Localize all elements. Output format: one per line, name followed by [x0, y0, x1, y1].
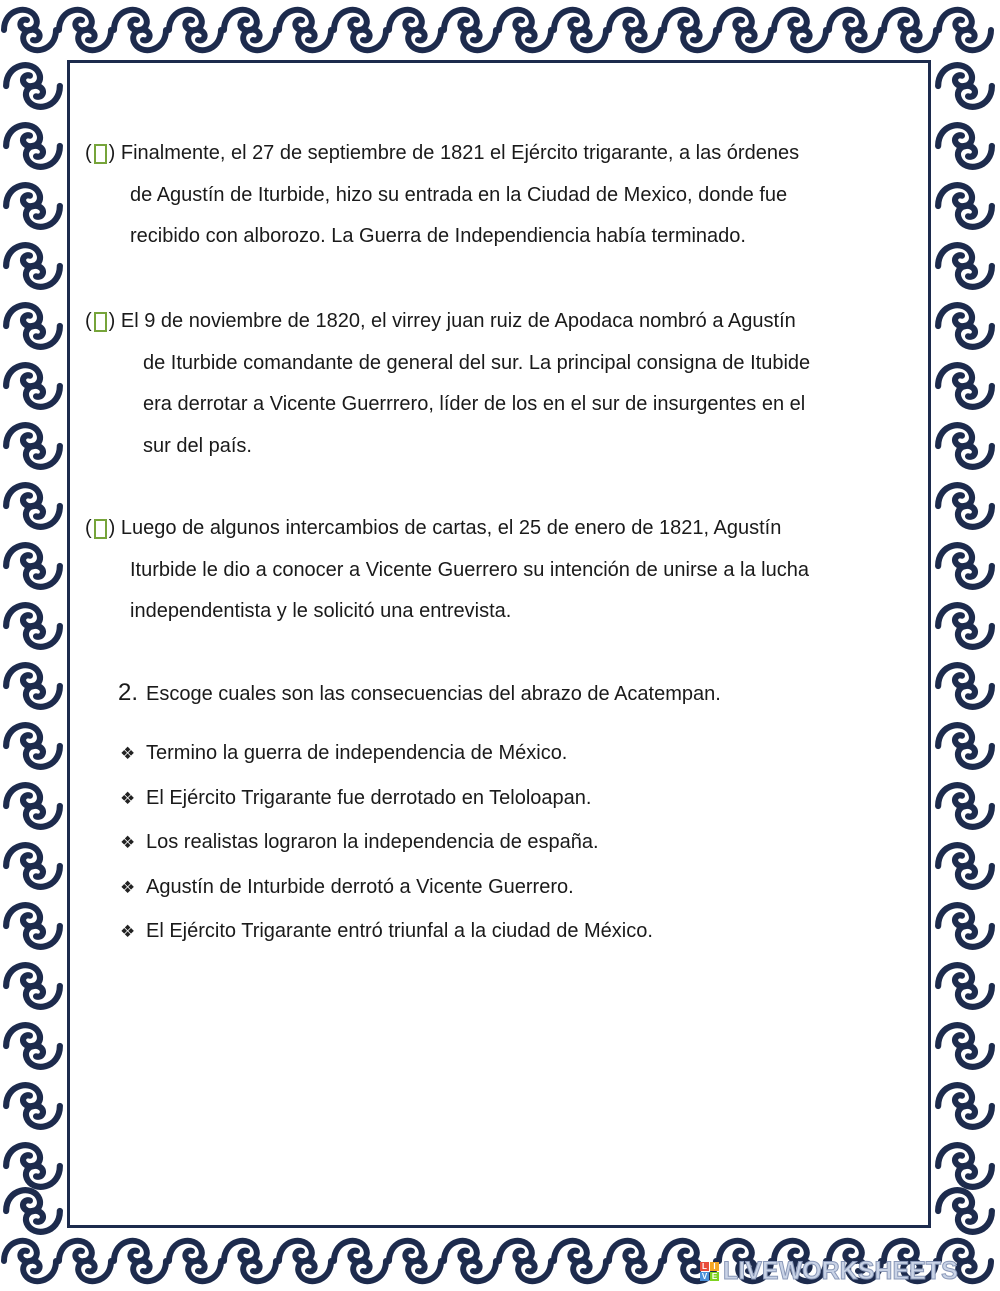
ordering-item-3-line-1: Luego de algunos intercambios de cartas, el 25 de enero de 1821, Agustín	[120, 517, 782, 539]
ordering-item-1-line-3: recibido con alborozo. La Guerra de Independiencia había terminado.	[130, 225, 746, 247]
ordering-item-2: ( ) El 9 de noviembre de 1820, el virrey juan ruiz de Apodaca nombró a Agustín de Iturbide comandante de general del sur. La principal consigna de Itubide era derrotar a Vicente Guerrrero, líder de los en el sur de insurgentes en el sur del país.	[85, 301, 810, 467]
diamond-bullet-icon: ❖	[120, 744, 136, 763]
diamond-bullet-icon: ❖	[120, 833, 136, 852]
answer-option-1[interactable]	[120, 735, 653, 780]
question-text: Escoge cuales son las consecuencias del abrazo de Acatempan.	[146, 683, 721, 705]
answer-option-3-text: Los realistas lograron la independencia de españa.	[146, 831, 599, 853]
answer-options-list	[120, 735, 653, 958]
ordering-item-2-line-3: era derrotar a Vicente Guerrrero, líder de los en el sur de insurgentes en el	[143, 393, 806, 415]
ordering-item-3-line-2: Iturbide le dio a conocer a Vicente Guerrero su intención de unirse a la lucha	[130, 558, 809, 581]
diamond-bullet-icon: ❖	[120, 922, 136, 941]
answer-option-2[interactable]	[120, 780, 653, 825]
ordering-item-1-line-2: de Agustín de Iturbide, hizo su entrada en la Ciudad de Mexico, donde fue	[130, 183, 788, 206]
answer-option-3[interactable]	[120, 824, 653, 869]
answer-option-1-text: Termino la guerra de independencia de México.	[146, 742, 568, 764]
diamond-bullet-icon: ❖	[120, 877, 136, 897]
question-number: 2.	[118, 679, 139, 706]
answer-option-5[interactable]	[120, 913, 653, 958]
ordering-item-3-line-3: independentista y le solicitó una entrevista.	[130, 600, 512, 622]
ordering-item-2-line-4: sur del país.	[143, 434, 252, 457]
answer-option-2-text: El Ejército Trigarante fue derrotado en Teloloapan.	[146, 786, 592, 809]
question-2	[118, 679, 721, 707]
diamond-bullet-icon: ❖	[120, 788, 136, 808]
answer-option-4[interactable]	[120, 869, 653, 914]
order-answer-box-3[interactable]	[94, 519, 107, 539]
border-top-band	[4, 10, 991, 50]
liveworksheets-logo	[700, 1256, 958, 1286]
order-answer-box-2[interactable]	[94, 312, 107, 332]
ordering-item-2-line-2: de Iturbide comandante de general del sur. La principal consigna de Itubide	[143, 351, 811, 374]
ordering-item-3: ( ) Luego de algunos intercambios de cartas, el 25 de enero de 1821, Agustín Iturbide le dio a conocer a Vicente Guerrero su intención de unirse a la lucha independentista y le solicitó una entrevista.	[85, 508, 809, 633]
answer-option-5-text: El Ejército Trigarante entró triunfal a la ciudad de México.	[146, 920, 653, 942]
logo-text: LIVEWORKSHEETS	[723, 1256, 958, 1285]
border-right-band	[938, 65, 992, 1232]
border-left-band	[6, 65, 60, 1232]
order-answer-box-1[interactable]	[94, 144, 107, 164]
ordering-item-1-line-1: Finalmente, el 27 de septiembre de 1821 el Ejército trigarante, a las órdenes	[120, 142, 800, 164]
answer-option-4-text: Agustín de Inturbide derrotó a Vicente Guerrero.	[146, 875, 574, 898]
ordering-item-2-line-1: El 9 de noviembre de 1820, el virrey juan ruiz de Apodaca nombró a Agustín	[120, 310, 796, 332]
ordering-item-1: ( ) Finalmente, el 27 de septiembre de 1821 el Ejército trigarante, a las órdenes de Agustín de Iturbide, hizo su entrada en la Ciudad de Mexico, donde fue recibido con alborozo. La Guerra de Independiencia había terminado.	[85, 133, 799, 258]
logo-badge-icon: L I V E	[701, 1261, 718, 1281]
